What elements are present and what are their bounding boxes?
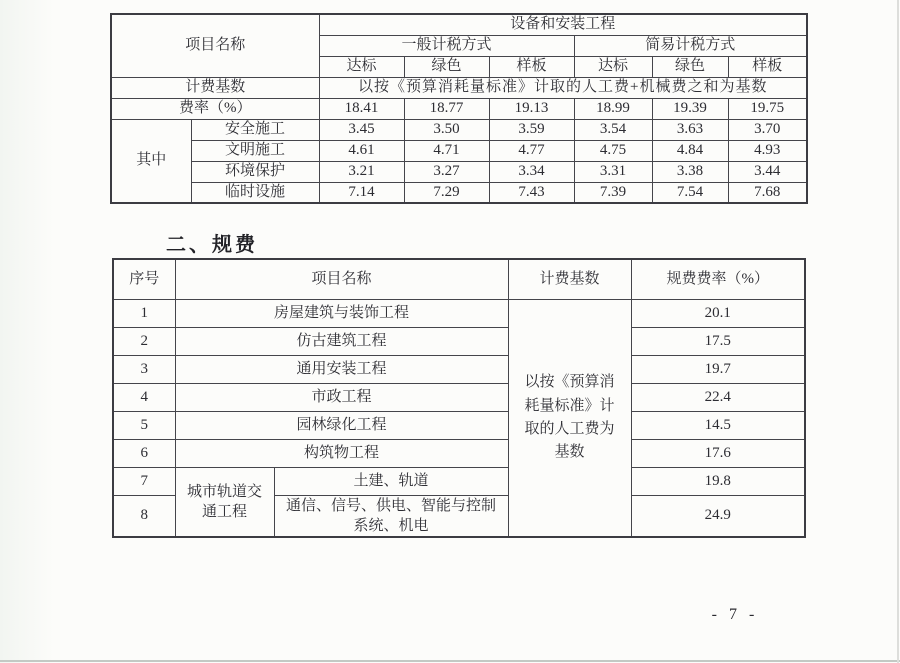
t1-temporary-v2: 7.43 — [489, 182, 574, 203]
t2-r8-rate: 24.9 — [631, 495, 805, 537]
t1-rate-label: 费率（%） — [111, 98, 319, 119]
t1-civilized-v0: 4.61 — [319, 140, 404, 161]
t1-safety-v5: 3.70 — [728, 119, 807, 140]
t1-safety-label: 安全施工 — [191, 119, 319, 140]
t2-base-value: 以按《预算消耗量标准》计取的人工费为基数 — [508, 299, 631, 537]
t1-temporary-v1: 7.29 — [404, 182, 489, 203]
scan-edge-right — [897, 0, 899, 663]
t1-rate-value-3: 18.99 — [574, 98, 652, 119]
t1-group-simple-tax: 简易计税方式 — [574, 35, 807, 56]
t1-civilized-v2: 4.77 — [489, 140, 574, 161]
t2-r3-no: 3 — [113, 355, 175, 383]
t2-header-rate: 规费费率（%） — [631, 259, 805, 299]
t2-r4-no: 4 — [113, 383, 175, 411]
t1-rate-value-5: 19.75 — [728, 98, 807, 119]
t1-environment-v3: 3.31 — [574, 161, 652, 182]
t1-temporary-v0: 7.14 — [319, 182, 404, 203]
t2-r2-rate: 17.5 — [631, 327, 805, 355]
t1-rate-value-1: 18.77 — [404, 98, 489, 119]
scan-edge-bottom — [0, 660, 900, 662]
t2-r5-rate: 14.5 — [631, 411, 805, 439]
table-row — [113, 327, 805, 355]
t1-subcol-3: 达标 — [574, 56, 652, 77]
t2-r7-rate: 19.8 — [631, 467, 805, 495]
table-row — [113, 383, 805, 411]
t1-rate-value-0: 18.41 — [319, 98, 404, 119]
t2-r5-name: 园林绿化工程 — [175, 411, 508, 439]
equipment-installation-rate-table — [110, 13, 808, 204]
t2-r4-rate: 22.4 — [631, 383, 805, 411]
t1-subcol-4: 绿色 — [652, 56, 728, 77]
t2-r3-name: 通用安装工程 — [175, 355, 508, 383]
t1-environment-v1: 3.27 — [404, 161, 489, 182]
t1-group-general-tax: 一般计税方式 — [319, 35, 574, 56]
t2-r7-no: 7 — [113, 467, 175, 495]
t2-r8-name: 通信、信号、供电、智能与控制系统、机电 — [274, 495, 508, 537]
t1-breakdown-label: 其中 — [111, 119, 191, 203]
t2-r5-no: 5 — [113, 411, 175, 439]
t1-civilized-v3: 4.75 — [574, 140, 652, 161]
t1-environment-v0: 3.21 — [319, 161, 404, 182]
t1-rate-value-4: 19.39 — [652, 98, 728, 119]
t1-environment-v5: 3.44 — [728, 161, 807, 182]
t1-subcol-1: 绿色 — [404, 56, 489, 77]
page-number: - 7 - — [711, 606, 755, 623]
t1-safety-v4: 3.63 — [652, 119, 728, 140]
t1-environment-v2: 3.34 — [489, 161, 574, 182]
t1-top-header: 设备和安装工程 — [319, 14, 807, 35]
table-row — [113, 299, 805, 327]
table-row — [113, 411, 805, 439]
t2-r7-name: 土建、轨道 — [274, 467, 508, 495]
t2-r6-name: 构筑物工程 — [175, 439, 508, 467]
t2-r2-name: 仿古建筑工程 — [175, 327, 508, 355]
t1-safety-v2: 3.59 — [489, 119, 574, 140]
t1-safety-v1: 3.50 — [404, 119, 489, 140]
t2-header-project: 项目名称 — [175, 259, 508, 299]
t1-safety-v3: 3.54 — [574, 119, 652, 140]
t2-r4-name: 市政工程 — [175, 383, 508, 411]
t1-base-label: 计费基数 — [111, 77, 319, 98]
t2-r1-no: 1 — [113, 299, 175, 327]
t2-header-base: 计费基数 — [508, 259, 631, 299]
t1-civilized-v4: 4.84 — [652, 140, 728, 161]
t1-subcol-5: 样板 — [728, 56, 807, 77]
t1-base-value: 以按《预算消耗量标准》计取的人工费+机械费之和为基数 — [319, 77, 807, 98]
t1-environment-label: 环境保护 — [191, 161, 319, 182]
t2-header-no: 序号 — [113, 259, 175, 299]
t2-group-urban-rail: 城市轨道交通工程 — [175, 467, 274, 537]
t1-environment-v4: 3.38 — [652, 161, 728, 182]
t2-r2-no: 2 — [113, 327, 175, 355]
table-row — [113, 467, 805, 495]
t1-civilized-v5: 4.93 — [728, 140, 807, 161]
section-heading-fees: 二、规费 — [166, 234, 258, 256]
t1-temporary-v3: 7.39 — [574, 182, 652, 203]
t2-r6-no: 6 — [113, 439, 175, 467]
statutory-fees-table — [112, 258, 806, 538]
t2-r1-rate: 20.1 — [631, 299, 805, 327]
scan-tint-left — [0, 0, 55, 663]
t1-temporary-label: 临时设施 — [191, 182, 319, 203]
t1-temporary-v4: 7.54 — [652, 182, 728, 203]
t1-civilized-v1: 4.71 — [404, 140, 489, 161]
t2-r8-no: 8 — [113, 495, 175, 537]
t1-civilized-label: 文明施工 — [191, 140, 319, 161]
t2-r1-name: 房屋建筑与装饰工程 — [175, 299, 508, 327]
t1-rate-value-2: 19.13 — [489, 98, 574, 119]
t1-subcol-0: 达标 — [319, 56, 404, 77]
t1-temporary-v5: 7.68 — [728, 182, 807, 203]
table-row — [113, 439, 805, 467]
t2-r3-rate: 19.7 — [631, 355, 805, 383]
t1-safety-v0: 3.45 — [319, 119, 404, 140]
t1-corner-project-name: 项目名称 — [111, 14, 319, 77]
t2-r6-rate: 17.6 — [631, 439, 805, 467]
t1-subcol-2: 样板 — [489, 56, 574, 77]
table-row — [113, 355, 805, 383]
